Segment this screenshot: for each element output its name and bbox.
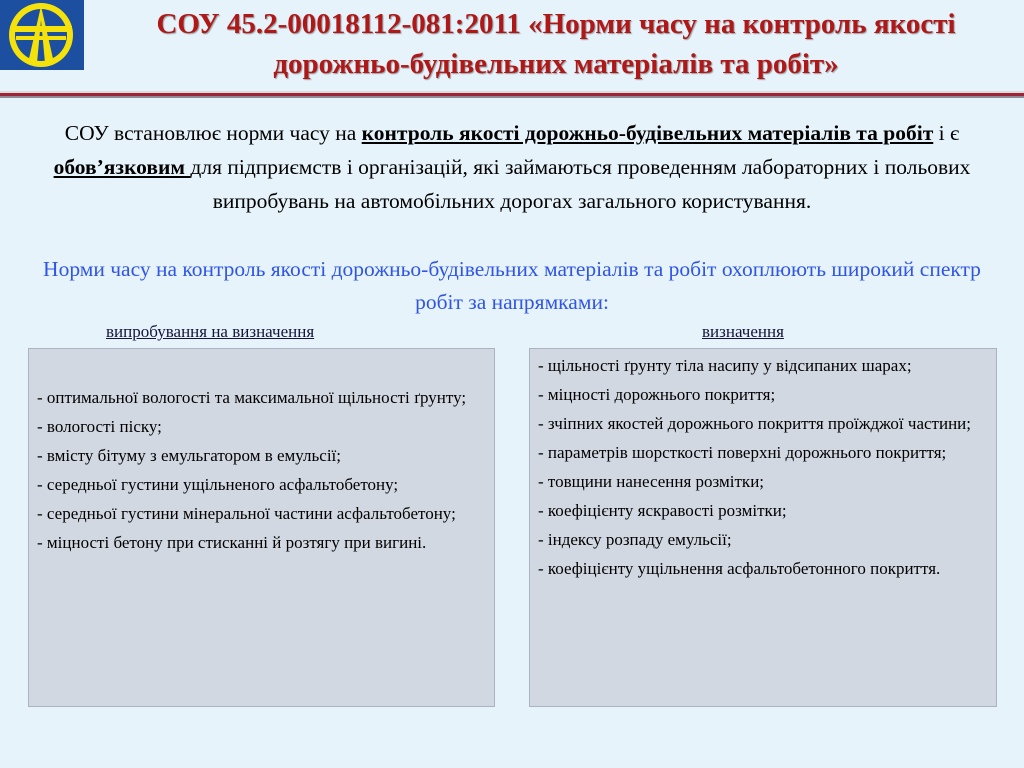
intro-emphasis-quality-control: контроль якості дорожньо-будівельних матеріалів та робіт bbox=[361, 121, 934, 145]
left-list-item: - середньої густини ущільненого асфальтобетону; bbox=[37, 475, 399, 494]
title-divider bbox=[0, 91, 1024, 100]
intro-paragraph: СОУ встановлює норми часу на контроль якості дорожньо-будівельних матеріалів та робіт і є обов’язковим для підприємств і організацій, які займаються проведенням лабораторних і польових випробувань на автомобільних дорогах загального користування. bbox=[53, 121, 971, 213]
right-list-item: - коефіцієнту яскравості розмітки; bbox=[538, 501, 787, 520]
right-list-item: - міцності дорожнього покриття; bbox=[538, 385, 776, 404]
left-list-item: - середньої густини мінеральної частини асфальтобетону; bbox=[37, 504, 456, 523]
left-list-box bbox=[28, 348, 495, 707]
right-list-item: - щільності ґрунту тіла насипу у відсипаних шарах; bbox=[538, 356, 912, 375]
left-list-item: - вмісту бітуму з емульгатором в емульсії; bbox=[37, 446, 341, 465]
title-line-2: дорожньо-будівельних матеріалів та робіт» bbox=[273, 48, 839, 80]
left-list-item: - вологості піску; bbox=[37, 417, 162, 436]
left-list-item: - оптимальної вологості та максимальної щільності ґрунту; bbox=[37, 388, 467, 407]
right-list-box bbox=[529, 348, 997, 707]
left-column-heading: випробування на визначення bbox=[106, 322, 315, 341]
right-list-item: - параметрів шорсткості поверхні дорожнього покриття; bbox=[538, 443, 947, 462]
title-line-1: СОУ 45.2-00018112-081:2011 «Норми часу на контроль якості bbox=[156, 8, 956, 40]
scope-paragraph: Норми часу на контроль якості дорожньо-будівельних матеріалів та робіт охоплюють широкий спектр робіт за напрямками: bbox=[43, 257, 981, 314]
right-list-item: - коефіцієнту ущільнення асфальтобетонного покриття. bbox=[538, 559, 941, 578]
right-list-item: - зчіпних якостей дорожнього покриття проїжджої частини; bbox=[538, 414, 971, 433]
intro-emphasis-mandatory: обов’язковим bbox=[53, 155, 191, 179]
right-list-item: - товщини нанесення розмітки; bbox=[538, 472, 765, 491]
road-emblem-icon bbox=[0, 0, 84, 70]
left-list-item: - міцності бетону при стисканні й розтягу при вигині. bbox=[37, 533, 427, 552]
right-column-heading: визначення bbox=[702, 322, 784, 341]
right-list-item: - індексу розпаду емульсії; bbox=[538, 530, 732, 549]
page-title bbox=[92, 4, 1020, 84]
